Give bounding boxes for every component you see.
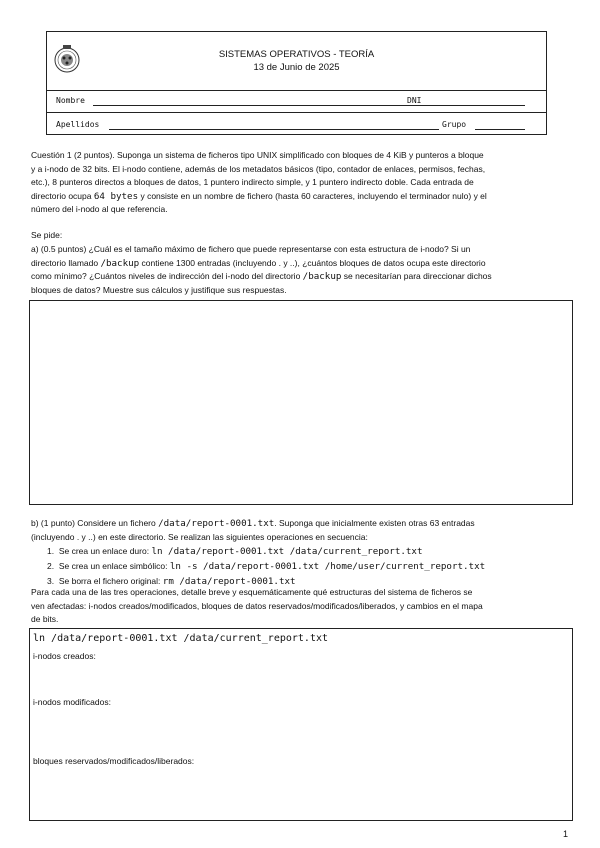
inodes-created-label: i-nodos creados:	[33, 651, 96, 661]
box-command: ln /data/report-0001.txt /data/current_report.txt	[33, 633, 329, 644]
dni-field[interactable]	[429, 105, 525, 106]
intro-line: y a i-nodo de 32 bits. El i-nodo contiene, además de los metadatos básicos (tipo, contador de enlaces, permisos, fechas,	[31, 163, 486, 174]
exam-title: SISTEMAS OPERATIVOS - TEORÍA	[218, 49, 375, 60]
intro-line: número del i-nodo al que referencia.	[31, 204, 168, 215]
part-a-statement	[31, 243, 573, 297]
grupo-label: Grupo	[442, 120, 467, 129]
header-divider	[47, 112, 546, 113]
part-b-instructions	[31, 586, 573, 627]
part-b-line: (incluyendo . y ..) en este directorio. Se realizan las siguientes operaciones en secuencia:	[31, 531, 368, 542]
instruction-line: ven afectadas: i-nodos creados/modificados, bloques de datos reservados/modificados/liberados, y cambios en el mapa	[31, 600, 483, 611]
part-a-line: como mínimo? ¿Cuántos niveles de indirección del i-nodo del directorio /backup se necesitarían para direccionar dichos	[31, 271, 492, 283]
part-a-line: bloques de datos? Muestre sus cálculos y justifique sus respuestas.	[31, 284, 287, 295]
intro-line: etc.), 8 punteros directos a bloques de datos, 1 puntero indirecto simple, y 1 puntero indirecto doble. Cada entrada de	[31, 177, 474, 188]
nombre-label: Nombre	[56, 96, 85, 105]
part-b-answer-box[interactable]	[29, 628, 573, 821]
exam-date: 13 de Junio de 2025	[253, 62, 340, 73]
part-a-answer-box[interactable]	[29, 300, 573, 505]
operations-list	[47, 544, 485, 589]
page-number: 1	[563, 829, 569, 839]
university-seal-icon	[53, 40, 81, 80]
apellidos-label: Apellidos	[56, 120, 100, 129]
intro-line: directorio ocupa 64 bytes y consiste en un nombre de fichero (hasta 60 caracteres, incluyendo el terminador nulo) y el	[31, 190, 487, 202]
operation-item: 2. Se crea un enlace simbólico: ln -s /data/report-0001.txt /home/user/current_report.txt	[47, 561, 486, 572]
question-intro	[31, 149, 573, 217]
operation-item: 1. Se crea un enlace duro: ln /data/report-0001.txt /data/current_report.txt	[47, 546, 423, 557]
operation-item: 3. Se borra el fichero original: rm /data/report-0001.txt	[47, 576, 296, 587]
grupo-field[interactable]	[475, 129, 525, 130]
exam-header	[46, 31, 547, 135]
part-a-line: a) (0.5 puntos) ¿Cuál es el tamaño máximo de fichero que puede representarse con esta estructura de i-nodo? Si un	[31, 244, 471, 254]
se-pide: Se pide:	[31, 230, 63, 240]
blocks-label: bloques reservados/modificados/liberados:	[33, 756, 195, 766]
dni-label: DNI	[407, 96, 422, 105]
header-title-area	[47, 32, 546, 91]
intro-line: Cuestión 1 (2 puntos). Suponga un sistema de ficheros tipo UNIX simplificado con bloques de 4 KiB y punteros a bloque	[31, 150, 484, 160]
nombre-field[interactable]	[93, 105, 447, 106]
part-a-line: directorio llamado /backup contiene 1300 entradas (incluyendo . y ..), ¿cuántos bloques de datos ocupa este directorio	[31, 257, 486, 269]
instruction-line: de bits.	[31, 614, 59, 625]
instruction-line: Para cada una de las tres operaciones, detalle breve y esquemáticamente qué estructuras del sistema de ficheros se	[31, 587, 473, 597]
part-b-line: b) (1 punto) Considere un fichero /data/report-0001.txt. Suponga que inicialmente existen otras 63 entradas	[31, 518, 475, 529]
apellidos-field[interactable]	[109, 129, 439, 130]
part-b-statement	[31, 517, 573, 544]
inodes-modified-label: i-nodos modificados:	[33, 697, 111, 707]
